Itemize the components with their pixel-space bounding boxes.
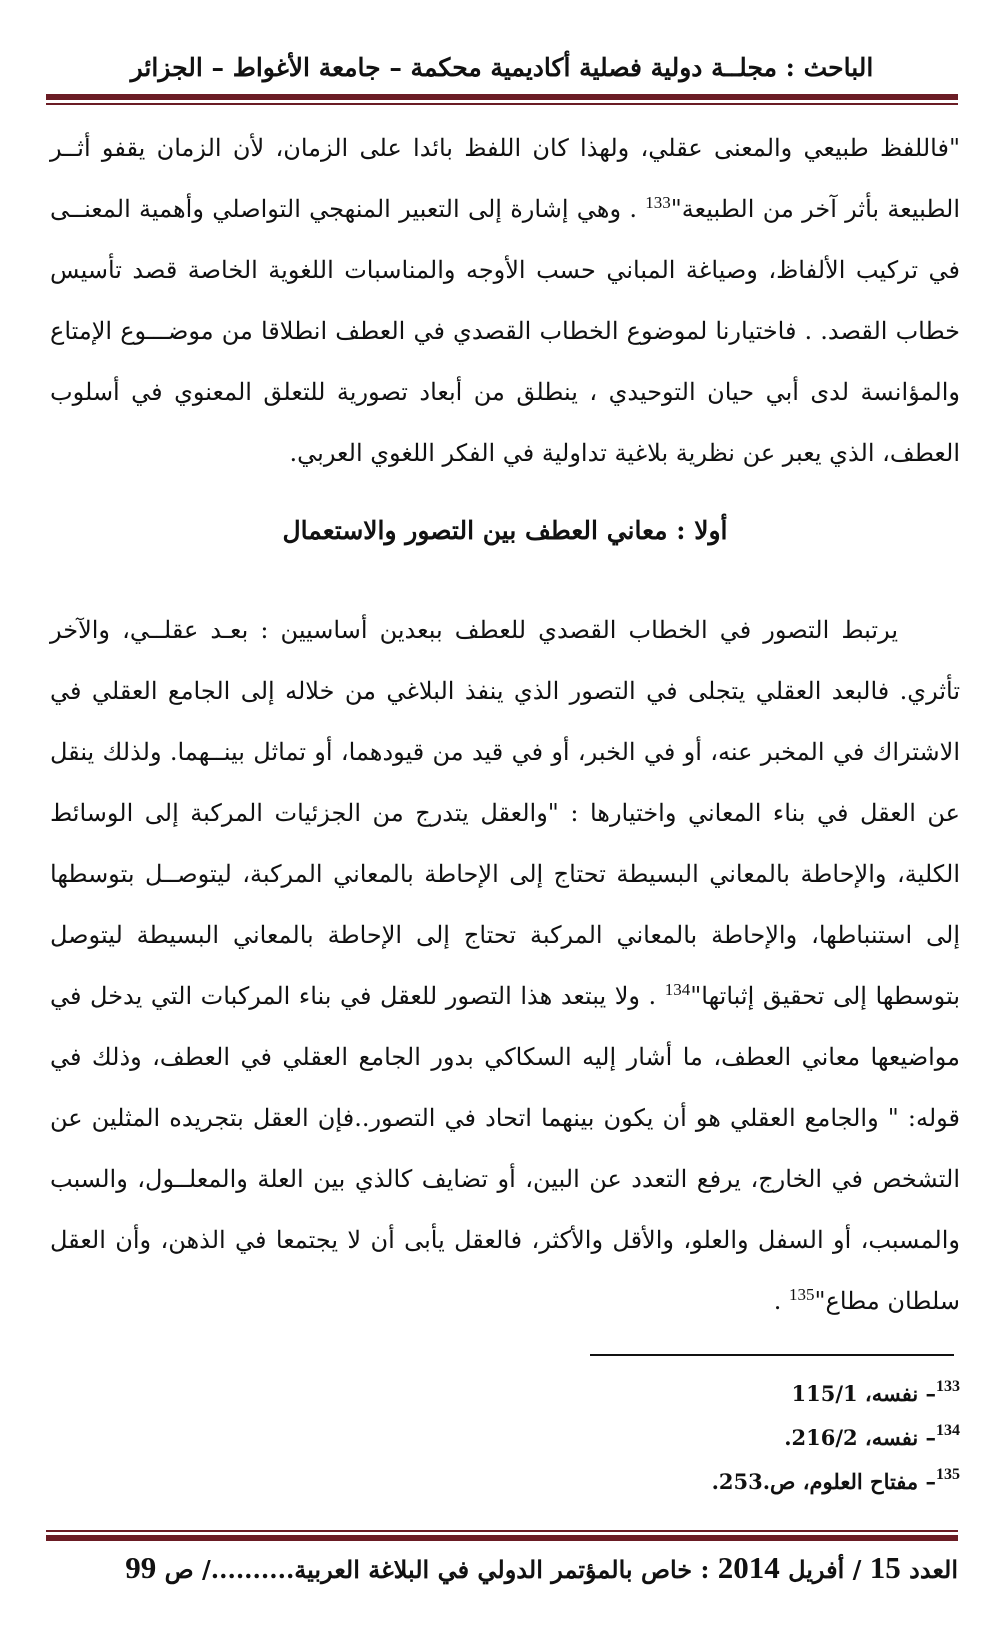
- main-text-c: .: [773, 1287, 789, 1315]
- intro-quote: "فاللفظ طبيعي والمعنى عقلي، ولهذا كان اللفظ بائدا على الزمان، لأن الزمان يقفو أثــر الطبيعة بأثر آخر من الطبيعة": [50, 134, 960, 223]
- footnotes: [60, 1372, 960, 1504]
- footnote-number: 135: [936, 1466, 960, 1483]
- footnote-text: – مفتاح العلوم، ص.253.: [711, 1469, 936, 1494]
- issue-month: أفريل: [788, 1555, 845, 1584]
- footnote-ref-133[interactable]: 133: [645, 193, 671, 212]
- footnote-number: 133: [936, 1378, 960, 1395]
- footnote-item: [60, 1460, 960, 1504]
- footnote-item: [60, 1372, 960, 1416]
- issue-number: 15: [869, 1550, 901, 1585]
- header-rule-thin: [46, 103, 958, 105]
- page-number: 99: [125, 1550, 157, 1585]
- section-heading: أولا : معاني العطف بين التصور والاستعمال: [282, 516, 728, 545]
- footnote-text: – نفسه، 216/2.: [784, 1425, 936, 1450]
- main-text-a: يرتبط التصور في الخطاب القصدي للعطف ببعدين أساسيين : بعـد عقلــي، والآخر تأثري. فالبعد العقلي يتجلى في التصور الذي ينفذ البلاغي من خلاله إلى الجامع العقلي في الاشتراك في المخبر عنه، أو في الخبر، أو في قيد من قيودهما، أو تماثل بينــهما. ولذلك ينقل عن العقل في بناء المعاني واختيارها : "والعقل يتدرج من الجزئيات المركبة إلى الوسائط الكلية، والإحاطة بالمعاني البسيطة تحتاج إلى الإحاطة بالمعاني المركبة، ليتوصــل بتوسطها إلى استنباطها، والإحاطة بالمعاني المركبة تحتاج إلى الإحاطة بالمعاني البسيطة ليتوصل بتوسطها إلى تحقيق إثباتها": [50, 616, 960, 1010]
- intro-text: . وهي إشارة إلى التعبير المنهجي التواصلي وأهمية المعنــى في تركيب الألفاظ، وصياغة المباني حسب الأوجه والمناسبات اللغوية الخاصة قصد تأسيس خطاب القصد. . فاختيارنا لموضوع الخطاب القصدي في العطف انطلاقا من موضـــوع الإمتاع والمؤانسة لدى أبي حيان التوحيدي ، ينطلق من أبعاد تصورية للتعلق المعنوي في أسلوب العطف، الذي يعبر عن نظرية بلاغية تداولية في الفكر اللغوي العربي.: [50, 195, 961, 467]
- footnote-separator: [590, 1354, 954, 1356]
- article-body: [50, 118, 960, 1332]
- paragraph-intro: [50, 118, 960, 484]
- footer-rule-thick: [46, 1535, 958, 1541]
- footer-rule-thin: [46, 1530, 958, 1532]
- footnote-text: – نفسه، 115/1: [791, 1381, 936, 1406]
- footnote-number: 134: [936, 1422, 960, 1439]
- header-rule-thick: [46, 94, 958, 100]
- main-text-b: . ولا يبتعد هذا التصور للعقل في بناء المركبات التي يدخل في مواضيعها معاني العطف، ما أشار إليه السكاكي بدور الجامع العقلي في العطف، وذلك في قوله: " والجامع العقلي هو أن يكون بينهما اتحاد في التصور..فإن العقل بتجريده المثلين عن التشخص في الخارج، يرفع التعدد عن البين، أو تضايف كالذي بين العلة والمعلــول، والسبب والمسبب، أو السفل والعلو، والأقل والأكثر، فالعقل يأبى أن لا يجتمعا في الذهن، وأن العقل سلطان مطاع": [50, 982, 960, 1315]
- header-title: الباحث : مجلــة دولية فصلية أكاديمية محكمة – جامعة الأغواط – الجزائر: [130, 53, 874, 82]
- footer-issue: [125, 1545, 958, 1593]
- footer-separator: /: [844, 1555, 870, 1584]
- footnote-ref-134[interactable]: 134: [664, 980, 691, 999]
- running-footer: [52, 1545, 958, 1591]
- issue-label: العدد: [909, 1555, 958, 1584]
- running-header: [46, 48, 958, 88]
- issue-year: 2014: [717, 1550, 780, 1585]
- paragraph-main: [50, 600, 960, 1332]
- footnote-item: [60, 1416, 960, 1460]
- special-issue-text: : خاص بالمؤتمر الدولي في البلاغة العربية........../ ص: [164, 1555, 718, 1584]
- footnote-ref-135[interactable]: 135: [788, 1285, 815, 1304]
